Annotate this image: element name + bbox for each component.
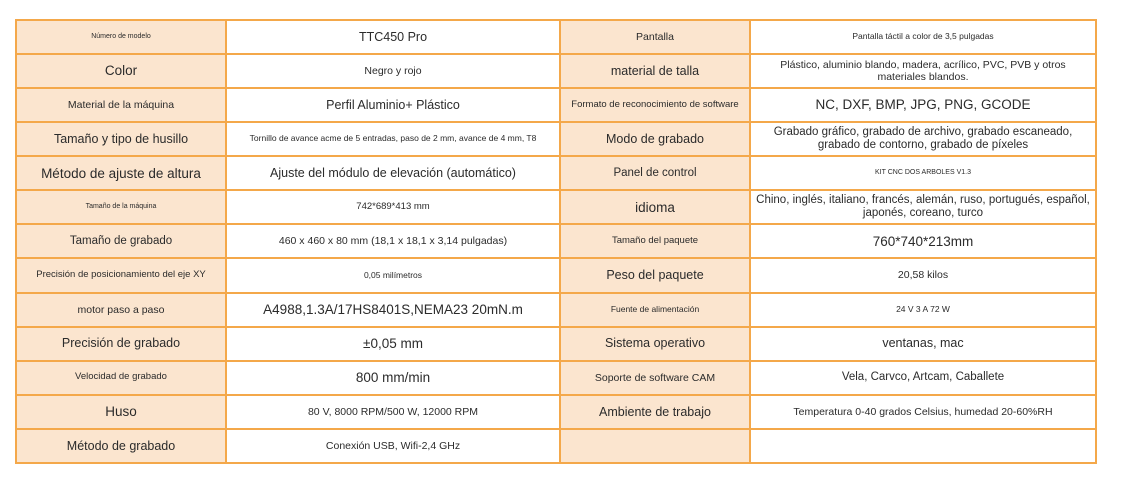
spec-label	[560, 429, 750, 463]
spec-label: Método de grabado	[16, 429, 226, 463]
table-row	[16, 224, 1096, 258]
spec-label: Tamaño y tipo de husillo	[16, 122, 226, 156]
spec-value: 460 x 460 x 80 mm (18,1 x 18,1 x 3,14 pulgadas)	[226, 224, 560, 258]
table-row	[16, 156, 1096, 190]
spec-label: Modo de grabado	[560, 122, 750, 156]
spec-label: Tamaño del paquete	[560, 224, 750, 258]
spec-label: Material de la máquina	[16, 88, 226, 122]
spec-label: Pantalla	[560, 20, 750, 54]
spec-label: Precisión de posicionamiento del eje XY	[16, 258, 226, 292]
spec-label: material de talla	[560, 54, 750, 88]
spec-value: Pantalla táctil a color de 3,5 pulgadas	[750, 20, 1096, 54]
spec-label: Método de ajuste de altura	[16, 156, 226, 190]
spec-label: Formato de reconocimiento de software	[560, 88, 750, 122]
table-row	[16, 88, 1096, 122]
spec-value: Chino, inglés, italiano, francés, alemán, ruso, portugués, español, japonés, coreano, turco	[750, 190, 1096, 224]
spec-value: 742*689*413 mm	[226, 190, 560, 224]
spec-value: 760*740*213mm	[750, 224, 1096, 258]
table-row	[16, 429, 1096, 463]
spec-label: Soporte de software CAM	[560, 361, 750, 395]
spec-value	[750, 429, 1096, 463]
spec-value: Perfil Aluminio+ Plástico	[226, 88, 560, 122]
spec-value: Temperatura 0-40 grados Celsius, humedad 20-60%RH	[750, 395, 1096, 429]
spec-value: TTC450 Pro	[226, 20, 560, 54]
spec-value: Ajuste del módulo de elevación (automático)	[226, 156, 560, 190]
spec-label: Velocidad de grabado	[16, 361, 226, 395]
spec-value: Tornillo de avance acme de 5 entradas, paso de 2 mm, avance de 4 mm, T8	[226, 122, 560, 156]
spec-value: 20,58 kilos	[750, 258, 1096, 292]
spec-label: idioma	[560, 190, 750, 224]
spec-label: Tamaño de grabado	[16, 224, 226, 258]
spec-value: ventanas, mac	[750, 327, 1096, 361]
spec-value: 800 mm/min	[226, 361, 560, 395]
spec-label: Sistema operativo	[560, 327, 750, 361]
spec-value: Plástico, aluminio blando, madera, acrílico, PVC, PVB y otros materiales blandos.	[750, 54, 1096, 88]
spec-label: Ambiente de trabajo	[560, 395, 750, 429]
table-row	[16, 258, 1096, 292]
spec-label: Tamaño de la máquina	[16, 190, 226, 224]
table-row	[16, 20, 1096, 54]
spec-label: Precisión de grabado	[16, 327, 226, 361]
spec-label: Panel de control	[560, 156, 750, 190]
spec-value: 0,05 milímetros	[226, 258, 560, 292]
spec-label: Color	[16, 54, 226, 88]
spec-value: NC, DXF, BMP, JPG, PNG, GCODE	[750, 88, 1096, 122]
table-row	[16, 190, 1096, 224]
spec-label: motor paso a paso	[16, 293, 226, 327]
spec-value: KIT CNC DOS ARBOLES V1.3	[750, 156, 1096, 190]
table-row	[16, 327, 1096, 361]
spec-label: Huso	[16, 395, 226, 429]
spec-value: Grabado gráfico, grabado de archivo, grabado escaneado, grabado de contorno, grabado de píxeles	[750, 122, 1096, 156]
table-row	[16, 395, 1096, 429]
spec-label: Número de modelo	[16, 20, 226, 54]
spec-value: Negro y rojo	[226, 54, 560, 88]
spec-label: Peso del paquete	[560, 258, 750, 292]
table-row	[16, 361, 1096, 395]
spec-value: Conexión USB, Wifi-2,4 GHz	[226, 429, 560, 463]
spec-value: 80 V, 8000 RPM/500 W, 12000 RPM	[226, 395, 560, 429]
spec-value: 24 V 3 A 72 W	[750, 293, 1096, 327]
table-row	[16, 293, 1096, 327]
spec-table	[15, 19, 1097, 464]
spec-label: Fuente de alimentación	[560, 293, 750, 327]
table-row	[16, 54, 1096, 88]
spec-value: ±0,05 mm	[226, 327, 560, 361]
spec-value: Vela, Carvco, Artcam, Caballete	[750, 361, 1096, 395]
spec-value: A4988,1.3A/17HS8401S,NEMA23 20mN.m	[226, 293, 560, 327]
table-row	[16, 122, 1096, 156]
